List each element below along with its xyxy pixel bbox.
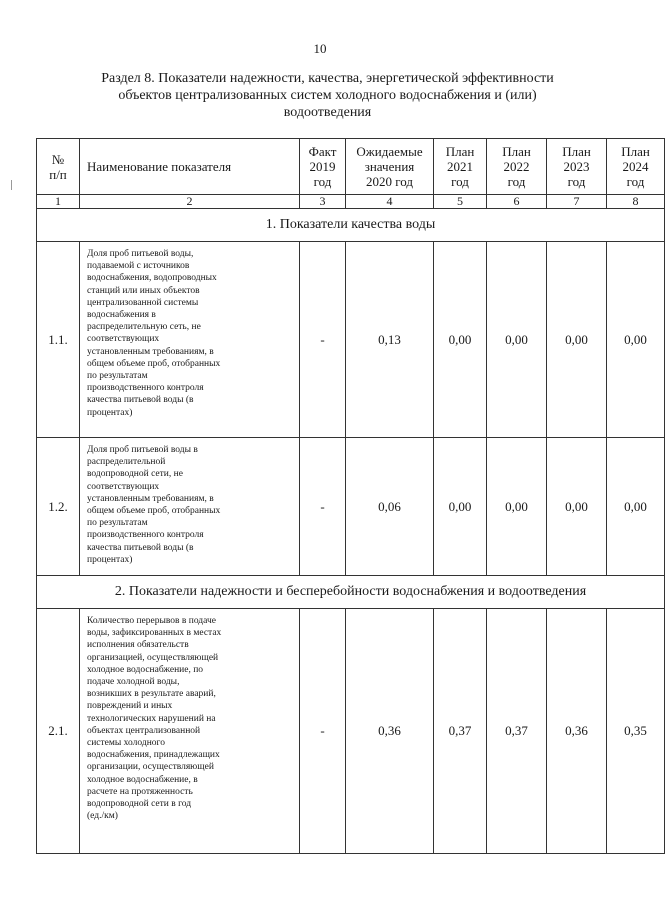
header-cell-fact-2019 xyxy=(300,139,346,195)
header-row xyxy=(37,139,665,195)
indicator-name-line: водопроводной сети в год xyxy=(87,799,192,810)
value-cell: 0,00 xyxy=(607,438,665,576)
header-line: значения xyxy=(364,159,415,174)
header-line: № xyxy=(51,151,65,167)
header-line: 2019 xyxy=(309,159,336,174)
page-number: 10 xyxy=(313,41,327,56)
header-line: 2021 xyxy=(447,159,473,174)
value-cell: 0,35 xyxy=(607,609,665,854)
indicator-name-line: качества питьевой воды (в xyxy=(87,395,194,406)
section-title-line: Раздел 8. Показатели надежности, качества, энергетической эффективности xyxy=(101,71,554,86)
column-number-cell: 1 xyxy=(37,195,80,209)
indicator-name-line: водоснабжения, водопроводных xyxy=(87,273,217,284)
header-line: План xyxy=(562,144,591,159)
header-line: Ожидаемые xyxy=(356,144,423,159)
value-cell: 0,37 xyxy=(434,609,487,854)
indicator-name-line: повреждений и иных xyxy=(87,701,173,712)
indicator-name-line: производственного контроля xyxy=(87,530,204,541)
indicator-name-line: распределительной xyxy=(87,457,166,468)
header-cell-plan-2023 xyxy=(547,139,607,195)
header-line: План xyxy=(502,144,531,159)
indicator-name-line: технологических нарушений на xyxy=(87,713,216,724)
indicator-name-line: установленным требованиям, в xyxy=(87,493,214,504)
header-line: год xyxy=(313,174,332,189)
header-line: Факт xyxy=(308,144,337,159)
indicator-name-line: общем объеме проб, отобранных xyxy=(87,358,221,369)
header-line: Наименование показателя xyxy=(87,159,232,174)
header-line: План xyxy=(445,144,475,159)
section-title-line: водоотведения xyxy=(283,105,372,120)
group-header-row xyxy=(37,209,665,242)
indicator-name-line: соответствующих xyxy=(87,334,160,345)
value-cell: 0,00 xyxy=(607,242,665,438)
column-number-cell: 5 xyxy=(434,195,487,209)
indicator-name-line: подаваемой с источников xyxy=(87,261,190,272)
header-cell-expected-2020 xyxy=(346,139,434,195)
indicator-name-line: исполнения обязательств xyxy=(87,640,189,651)
header-cell-plan-2021 xyxy=(434,139,487,195)
indicator-name-line: Количество перерывов в подаче xyxy=(87,616,216,626)
row-number: 1.1. xyxy=(37,242,80,438)
value-cell: 0,36 xyxy=(547,609,607,854)
indicator-name-line: общем объеме проб, отобранных xyxy=(87,506,221,517)
value-cell: 0,00 xyxy=(487,242,547,438)
indicator-name-line: Доля проб питьевой воды, xyxy=(87,249,194,259)
indicator-name xyxy=(80,438,300,576)
table-row xyxy=(37,242,665,438)
value-cell: - xyxy=(300,438,346,576)
indicator-name-line: процентах) xyxy=(87,407,133,418)
value-cell: 0,36 xyxy=(346,609,434,854)
indicator-name-line: (ед./км) xyxy=(87,811,118,822)
indicator-name-line: качества питьевой воды (в xyxy=(87,542,194,553)
header-line: п/п xyxy=(49,166,67,182)
header-cell-plan-2024 xyxy=(607,139,665,195)
header-line: год xyxy=(507,174,526,189)
indicator-name-line: централизованной системы xyxy=(87,297,199,308)
header-line: 2022 xyxy=(503,159,530,174)
column-number-cell: 3 xyxy=(300,195,346,209)
indicator-name-line: по результатам xyxy=(87,518,148,529)
column-number-cell: 2 xyxy=(80,195,300,209)
indicator-name-line: станций или иных объектов xyxy=(87,285,200,296)
indicator-name-line: соответствующих xyxy=(87,481,160,492)
indicator-name-line: системы холодного xyxy=(87,738,165,749)
header-line: год xyxy=(626,174,645,189)
section-title-line: объектов централизованных систем холодного водоснабжения и (или) xyxy=(118,88,537,103)
table-row xyxy=(37,609,665,854)
indicator-name-line: Доля проб питьевой воды в xyxy=(87,445,198,455)
value-cell: 0,06 xyxy=(346,438,434,576)
indicator-name xyxy=(80,242,300,438)
indicator-name-line: подаче холодной воды, xyxy=(87,677,180,688)
indicator-name xyxy=(80,609,300,854)
indicators-table xyxy=(36,138,665,854)
value-cell: - xyxy=(300,242,346,438)
indicator-name-line: холодное водоснабжение, по xyxy=(87,664,204,675)
group-title: 2. Показатели надежности и бесперебойности водоснабжения и водоотведения xyxy=(37,576,665,609)
header-line: 2023 xyxy=(563,159,590,174)
value-cell: 0,13 xyxy=(346,242,434,438)
indicator-name-line: установленным требованиям, в xyxy=(87,346,214,357)
header-cell-number xyxy=(37,139,80,195)
column-number-cell: 8 xyxy=(607,195,665,209)
indicator-name-line: водопроводной сети, не xyxy=(87,469,183,480)
margin-mark xyxy=(11,180,12,190)
header-line: год xyxy=(567,174,586,189)
column-number-row xyxy=(37,195,665,209)
value-cell: - xyxy=(300,609,346,854)
indicator-name-line: расчете на протяженность xyxy=(87,786,193,797)
group-header-row xyxy=(37,576,665,609)
indicator-name-line: производственного контроля xyxy=(87,383,204,394)
value-cell: 0,00 xyxy=(547,242,607,438)
indicator-name-line: организации, осуществляющей xyxy=(87,762,214,773)
indicator-name-line: по результатам xyxy=(87,371,148,382)
column-number-cell: 7 xyxy=(547,195,607,209)
value-cell: 0,00 xyxy=(487,438,547,576)
indicator-name-line: процентах) xyxy=(87,554,133,565)
value-cell: 0,00 xyxy=(547,438,607,576)
value-cell: 0,00 xyxy=(434,242,487,438)
indicator-name-line: холодное водоснабжение, в xyxy=(87,774,198,785)
header-cell-name xyxy=(80,139,300,195)
column-number-cell: 6 xyxy=(487,195,547,209)
row-number: 2.1. xyxy=(37,609,80,854)
group-title: 1. Показатели качества воды xyxy=(37,209,665,242)
indicator-name-line: организацией, осуществляющей xyxy=(87,652,219,663)
header-line: 2024 xyxy=(622,159,649,174)
indicator-name-line: водоснабжения, принадлежащих xyxy=(87,750,220,761)
indicator-name-line: водоснабжения в xyxy=(87,310,156,321)
indicator-name-line: воды, зафиксированных в местах xyxy=(87,628,222,639)
column-number-cell: 4 xyxy=(346,195,434,209)
indicator-name-line: распределительную сеть, не xyxy=(87,322,201,333)
row-number: 1.2. xyxy=(37,438,80,576)
value-cell: 0,00 xyxy=(434,438,487,576)
section-title xyxy=(60,70,595,121)
header-line: 2020 год xyxy=(366,174,413,189)
table-row xyxy=(37,438,665,576)
indicator-name-line: возникших в результате аварий, xyxy=(87,689,216,700)
indicator-name-line: объектах централизованной xyxy=(87,725,201,736)
header-line: План xyxy=(621,144,650,159)
header-cell-plan-2022 xyxy=(487,139,547,195)
header-line: год xyxy=(451,174,469,189)
value-cell: 0,37 xyxy=(487,609,547,854)
